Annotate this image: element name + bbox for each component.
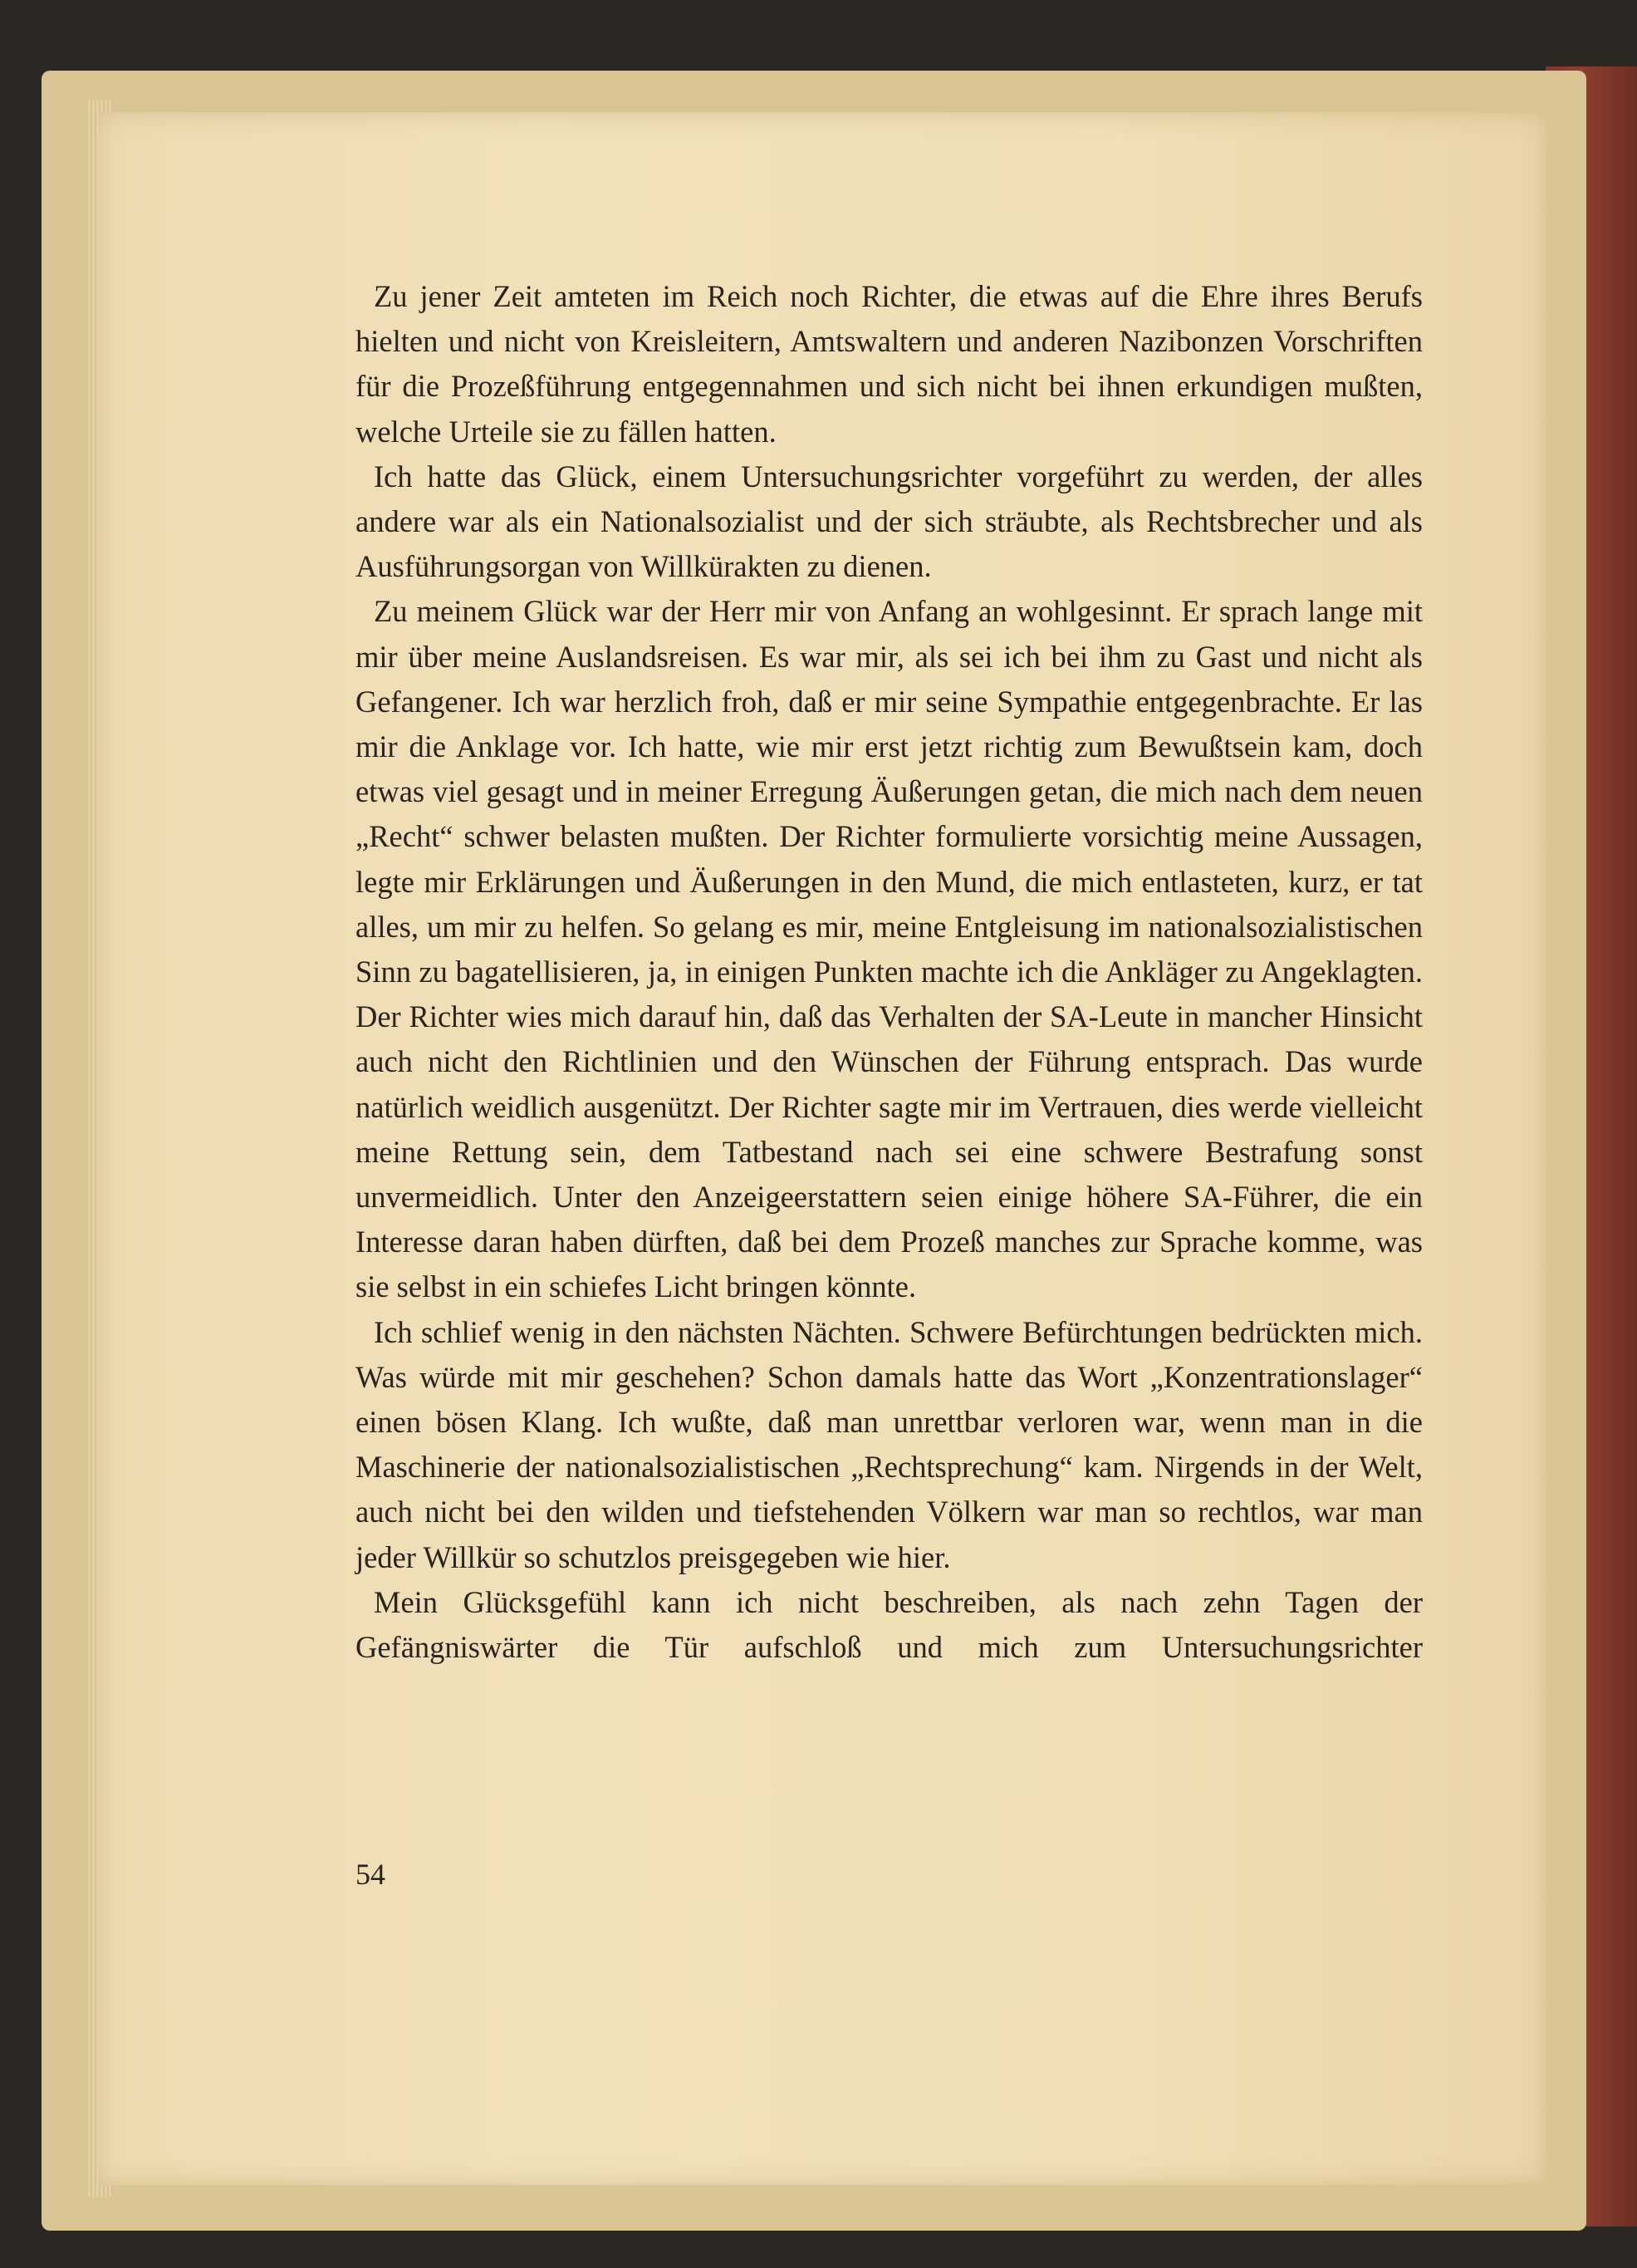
paragraph: Zu meinem Glück war der Herr mir von Anfang an wohlgesinnt. Er sprach lange mit mir über meine Auslandsreisen. Es war mir, als sei ich bei ihm zu Gast und nicht als Gefangener. Ich war herzlich froh, daß er mir seine Sympathie entgegenbrachte. Er las mir die Anklage vor. Ich hatte, wie mir erst jetzt richtig zum Bewußtsein kam, doch etwas viel gesagt und in meiner Erregung Äußerungen getan, die mich nach dem neuen „Recht“ schwer belasten mußten. Der Richter formulierte vorsichtig meine Aussagen, legte mir Erklärungen und Äußerungen in den Mund, die mich entlasteten, kurz, er tat alles, um mir zu helfen. So gelang es mir, meine Entgleisung im nationalsozialistischen Sinn zu bagatellisieren, ja, in einigen Punkten machte ich die Ankläger zu Angeklagten. Der Richter wies mich darauf hin, daß das Verhalten der SA-Leute in mancher Hinsicht auch nicht den Richtlinien und den Wünschen der Führung entsprach. Das wurde natürlich weidlich ausgenützt. Der Richter sagte mir im Vertrauen, dies werde vielleicht meine Rettung sein, dem Tatbestand nach sei eine schwere Bestrafung sonst unvermeidlich. Unter den Anzeigeerstattern seien einige höhere SA-Führer, die ein Interesse daran haben dürften, daß bei dem Prozeß manches zur Sprache komme, was sie selbst in ein schiefes Licht bringen könnte.: [355, 594, 1423, 1304]
paragraph: Ich hatte das Glück, einem Untersuchungsrichter vorgeführt zu werden, der alles andere war als ein Nationalsozialist und der sich sträubte, als Rechtsbrecher und als Ausführungsorgan von Willkürakten zu dienen.: [355, 459, 1423, 584]
paragraph: Zu jener Zeit amteten im Reich noch Richter, die etwas auf die Ehre ihres Berufs hielten und nicht von Kreisleitern, Amtswaltern und anderen Nazibonzen Vorschriften für die Prozeßführung entgegennahmen und sich nicht bei ihnen erkundigen mußten, welche Urteile sie zu fällen hatten.: [355, 279, 1423, 449]
paragraph: Ich schlief wenig in den nächsten Nächten. Schwere Befürchtungen bedrückten mich. Was würde mit mir geschehen? Schon damals hatte das Wort „Konzentrationslager“ einen bösen Klang. Ich wußte, daß man unrettbar verloren war, wenn man in die Maschinerie der nationalsozialistischen „Rechtsprechung“ kam. Nirgends in der Welt, auch nicht bei den wilden und tiefstehenden Völkern war man so rechtlos, war man jeder Willkür so schutzlos preisgegeben wie hier.: [355, 1314, 1423, 1574]
page-number: 54: [355, 1858, 385, 1891]
paragraph: Mein Glücksgefühl kann ich nicht beschreiben, als nach zehn Tagen der Gefängniswärter die Tür aufschloß und mich zum Untersuchungsrichter: [355, 1584, 1423, 1665]
body-text: [355, 274, 1423, 1670]
